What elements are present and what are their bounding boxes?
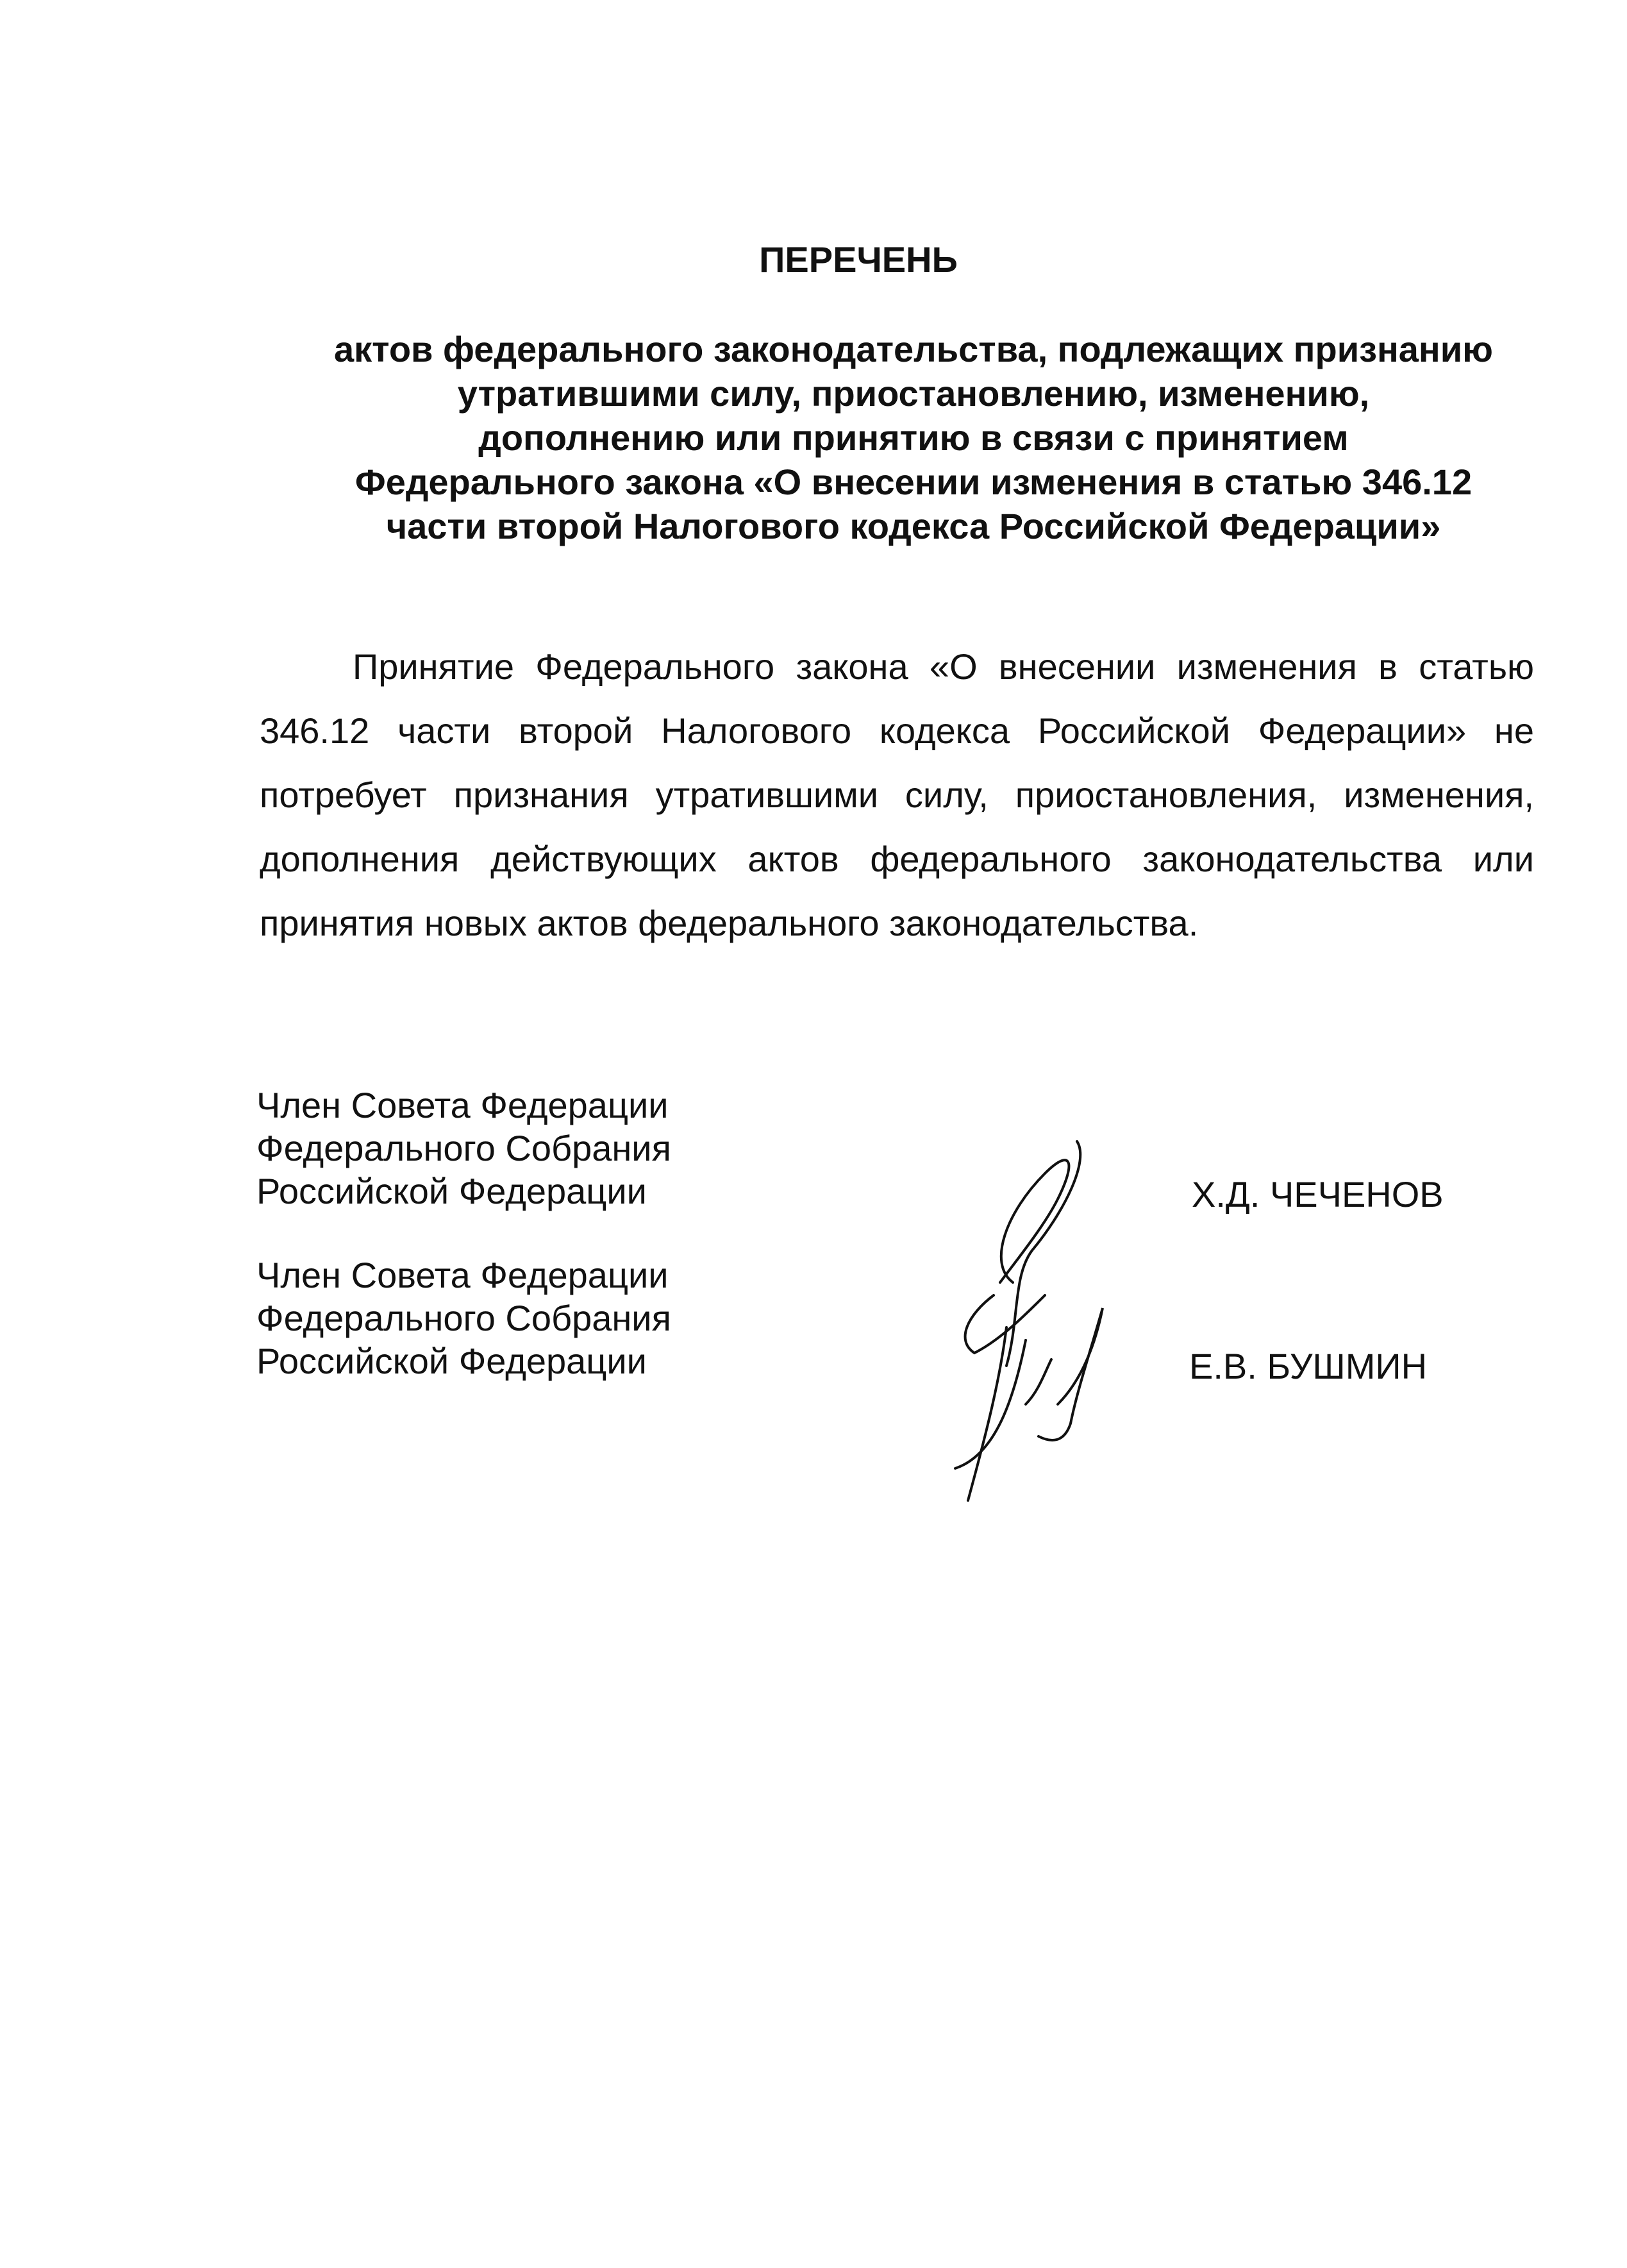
signatory-position-1 <box>256 1084 671 1213</box>
position-line: Российской Федерации <box>256 1341 647 1381</box>
signatory-name-1: Х.Д. ЧЕЧЕНОВ <box>1192 1174 1444 1214</box>
position-line: Федерального Собрания <box>256 1128 671 1168</box>
subtitle-line: части второй Налогового кодекса Российской Федерации» <box>386 506 1441 546</box>
signature-bushmin <box>955 1308 1103 1500</box>
body-paragraph: Принятие Федерального закона «О внесении изменения в статью 346.12 части второй Налогового кодекса Российской Федерации» не потребует признания утратившими силу, приостановления, изменения, дополнения действующих актов федерального законодательства или принятия новых актов федерального законодательства. <box>260 646 1534 943</box>
document-subtitle <box>276 327 1551 548</box>
signatory-name-2: Е.В. БУШМИН <box>1189 1346 1428 1386</box>
signatory-position-2 <box>256 1254 671 1382</box>
subtitle-line: актов федерального законодательства, подлежащих признанию <box>333 329 1494 369</box>
subtitle-line: дополнению или принятию в связи с принятием <box>478 417 1349 458</box>
handwritten-signatures <box>917 1135 1186 1507</box>
document-title: ПЕРЕЧЕНЬ <box>759 239 958 280</box>
subtitle-line: Федерального закона «О внесении изменения в статью 346.12 <box>355 462 1473 502</box>
position-line: Член Совета Федерации <box>256 1085 669 1125</box>
position-line: Член Совета Федерации <box>256 1255 669 1295</box>
subtitle-line: утратившими силу, приостановлению, изменению, <box>457 373 1370 414</box>
position-line: Российской Федерации <box>256 1171 647 1211</box>
position-line: Федерального Собрания <box>256 1298 671 1338</box>
signature-chechenov <box>965 1141 1081 1366</box>
